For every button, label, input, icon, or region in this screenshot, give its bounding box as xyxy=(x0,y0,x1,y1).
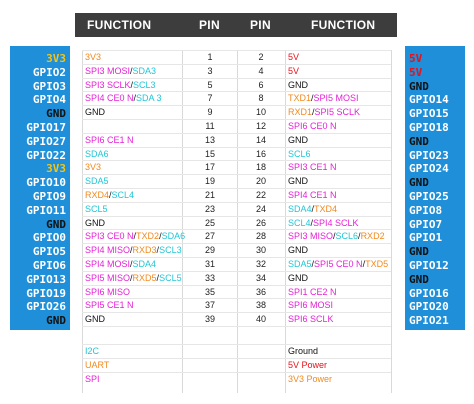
function-text: SPI3 CE0 N xyxy=(85,231,134,242)
pin-number-right: 34 xyxy=(255,272,266,283)
function-text: GND xyxy=(85,217,105,228)
right-gpio-label-11: GPIO25 xyxy=(409,190,449,203)
header-function-left: FUNCTION xyxy=(87,18,152,32)
function-text: SPI5 MOSI xyxy=(313,93,359,104)
pin-number-left: 7 xyxy=(207,93,213,104)
left-function-cell xyxy=(85,272,182,286)
right-function-cell xyxy=(288,161,337,175)
pinout-table xyxy=(82,50,391,393)
function-text: SPI4 CE1 N xyxy=(288,190,337,200)
left-gpio-label-9: 3V3 xyxy=(46,162,66,176)
left-gpio-label-4: GPIO4 xyxy=(32,93,66,107)
function-text: TXD5 xyxy=(365,259,389,269)
right-gpio-label-12: GPIO8 xyxy=(409,203,443,217)
right-function-cell xyxy=(288,120,337,134)
pin-number-left: 31 xyxy=(204,259,215,269)
function-text: SPI5 CE0 N xyxy=(314,259,363,269)
function-text: SPI5 CE1 N xyxy=(85,300,134,311)
pin-number-left: 35 xyxy=(204,286,215,297)
function-text: RXD1 xyxy=(288,107,313,118)
pin-number-right: 36 xyxy=(255,286,266,297)
function-text: / xyxy=(358,231,361,242)
pin-number-right: 16 xyxy=(255,148,266,159)
pin-number-right: 38 xyxy=(255,300,266,311)
right-function-cell xyxy=(288,92,359,106)
function-text: I2C xyxy=(85,346,100,356)
left-gpio-label-15: GPIO5 xyxy=(32,245,66,259)
right-gpio-label-19: GPIO20 xyxy=(409,300,449,314)
function-text: GND xyxy=(85,107,105,118)
pin-number-right: 28 xyxy=(255,231,266,242)
left-function-cell xyxy=(85,299,134,313)
right-function-cell xyxy=(288,230,385,244)
right-function-cell xyxy=(288,106,360,120)
function-text: SPI1 CE2 N xyxy=(288,286,337,297)
pin-number-left: 1 xyxy=(207,52,213,62)
left-function-cell xyxy=(85,106,105,120)
right-gpio-label-2: 5V xyxy=(409,65,423,79)
pin-number-left: 5 xyxy=(207,79,213,90)
table-row-divider xyxy=(82,174,391,175)
function-text: GND xyxy=(288,245,308,256)
function-text: SDA4 xyxy=(288,203,312,214)
function-text: GND xyxy=(288,134,308,145)
left-gpio-label-17: GPIO13 xyxy=(26,272,66,286)
legend-row-divider xyxy=(82,372,391,373)
pin-number-right: 20 xyxy=(255,176,266,187)
right-gpio-label-16: GPIO12 xyxy=(409,259,449,272)
right-gpio-label-9: GPIO24 xyxy=(409,162,449,176)
table-column-divider xyxy=(391,50,392,393)
left-gpio-label-10: GPIO10 xyxy=(26,176,66,190)
function-text: SDA5 xyxy=(85,176,109,187)
left-gpio-label-3: GPIO3 xyxy=(32,79,66,93)
left-function-cell xyxy=(85,258,156,272)
left-gpio-label-18: GPIO19 xyxy=(26,286,66,300)
left-function-cell xyxy=(85,161,101,175)
right-function-cell xyxy=(288,272,308,286)
function-text: SCL5 xyxy=(85,203,108,214)
legend-left-item xyxy=(85,345,99,359)
left-function-cell xyxy=(85,175,109,189)
right-gpio-column xyxy=(405,46,465,330)
right-function-cell xyxy=(288,217,359,231)
function-text: GND xyxy=(288,176,308,187)
function-text: RXD3 xyxy=(132,245,157,256)
right-function-cell xyxy=(288,65,299,79)
function-text: SPI3 CE1 N xyxy=(288,162,337,173)
table-row-divider xyxy=(82,326,391,327)
right-gpio-label-4: GPIO14 xyxy=(409,93,449,107)
function-text: / xyxy=(311,259,315,269)
function-text: SPI5 MISO xyxy=(85,272,131,283)
function-text: SCL3 xyxy=(159,245,182,256)
function-text: / xyxy=(312,107,315,118)
right-gpio-label-5: GPIO15 xyxy=(409,107,449,121)
right-gpio-label-6: GPIO18 xyxy=(409,121,449,134)
pin-number-left: 23 xyxy=(204,203,215,214)
pin-number-right: 10 xyxy=(255,107,266,118)
left-gpio-label-5: GND xyxy=(46,107,66,121)
table-column-divider xyxy=(285,50,286,393)
function-text: RXD4 xyxy=(85,190,110,200)
function-text: / xyxy=(156,245,160,256)
pin-number-right: 4 xyxy=(258,65,264,76)
left-function-cell xyxy=(85,313,105,327)
table-row-divider xyxy=(82,50,391,51)
left-gpio-label-7: GPIO27 xyxy=(26,134,66,148)
right-function-cell xyxy=(288,244,308,258)
right-function-cell xyxy=(288,299,333,313)
function-text: / xyxy=(310,217,314,228)
function-text: SPI6 SCLK xyxy=(288,314,334,325)
right-gpio-label-15: GND xyxy=(409,245,429,259)
pin-number-right: 22 xyxy=(255,190,266,200)
right-gpio-label-10: GND xyxy=(409,176,429,190)
function-text: / xyxy=(133,93,137,104)
right-gpio-label-18: GPIO16 xyxy=(409,286,449,300)
function-text: / xyxy=(130,259,133,269)
pin-number-left: 17 xyxy=(204,162,215,173)
right-gpio-label-3: GND xyxy=(409,79,429,93)
header-function-right: FUNCTION xyxy=(311,18,376,32)
function-text: SPI3 SCLK xyxy=(85,79,131,90)
pin-number-left: 13 xyxy=(204,134,215,145)
left-gpio-label-12: GPIO11 xyxy=(26,203,66,217)
right-function-cell xyxy=(288,134,308,148)
left-gpio-label-11: GPIO9 xyxy=(32,190,66,203)
function-text: SDA6 xyxy=(85,148,109,159)
left-function-cell xyxy=(85,51,101,65)
function-text: SPI4 MOSI xyxy=(85,259,131,269)
function-text: 5V xyxy=(288,65,300,76)
function-text: / xyxy=(109,190,112,200)
function-text: RXD2 xyxy=(360,231,385,242)
function-text: SCL6 xyxy=(335,231,359,242)
function-text: / xyxy=(130,245,133,256)
function-text: SCL6 xyxy=(288,148,311,159)
function-text: RXD5 xyxy=(132,272,157,283)
pin-number-left: 27 xyxy=(204,231,215,242)
left-gpio-label-1: 3V3 xyxy=(46,52,66,65)
function-text: SDA 3 xyxy=(136,93,162,104)
pin-number-left: 3 xyxy=(207,65,213,76)
left-gpio-label-8: GPIO22 xyxy=(26,148,66,162)
function-text: TXD1 xyxy=(288,93,312,104)
function-text: / xyxy=(133,231,137,242)
function-text: SPI4 SCLK xyxy=(313,217,359,228)
function-text: / xyxy=(362,259,366,269)
left-function-cell xyxy=(85,65,156,79)
right-function-cell xyxy=(288,175,308,189)
legend-right-item xyxy=(288,359,327,373)
right-function-cell xyxy=(288,148,311,162)
pin-number-right: 14 xyxy=(255,134,266,145)
pin-number-right: 2 xyxy=(258,52,264,62)
left-gpio-label-16: GPIO6 xyxy=(32,259,66,272)
function-text: SPI6 CE1 N xyxy=(85,134,134,145)
right-function-cell xyxy=(288,203,337,217)
pin-number-left: 15 xyxy=(204,148,215,159)
function-text: SCL4 xyxy=(111,190,135,200)
left-function-cell xyxy=(85,189,134,203)
left-gpio-label-13: GND xyxy=(46,217,66,231)
function-text: GND xyxy=(85,314,105,325)
function-text: Ground xyxy=(288,346,319,356)
function-text: GND xyxy=(288,272,308,283)
pin-number-left: 29 xyxy=(204,245,215,256)
left-function-cell xyxy=(85,286,130,300)
function-text: SPI6 MOSI xyxy=(288,300,334,311)
table-row-divider xyxy=(82,160,391,161)
right-gpio-label-8: GPIO23 xyxy=(409,148,449,162)
function-text: / xyxy=(130,272,133,283)
left-gpio-label-14: GPIO0 xyxy=(32,231,66,245)
left-function-cell xyxy=(85,230,185,244)
function-text: 3V3 xyxy=(85,52,102,62)
function-text: TXD2 xyxy=(136,231,160,242)
function-text: GND xyxy=(288,79,308,90)
table-column-divider xyxy=(182,50,183,393)
function-text: 3V3 xyxy=(85,162,102,173)
pin-number-left: 25 xyxy=(204,217,215,228)
function-text: SDA4 xyxy=(132,259,157,269)
table-column-divider xyxy=(82,50,83,393)
function-text: SCL5 xyxy=(159,272,182,283)
right-gpio-label-13: GPIO7 xyxy=(409,217,443,231)
function-text: / xyxy=(130,79,134,90)
function-text: SPI3 MISO xyxy=(288,231,334,242)
left-gpio-column xyxy=(10,46,70,330)
left-gpio-label-6: GPIO17 xyxy=(26,121,66,134)
function-text: SPI3 MOSI xyxy=(85,65,131,76)
pin-number-right: 32 xyxy=(255,259,266,269)
pin-number-right: 30 xyxy=(255,245,266,256)
right-function-cell xyxy=(288,286,337,300)
legend-left-item xyxy=(85,373,100,387)
pin-number-left: 19 xyxy=(204,176,215,187)
pin-number-right: 40 xyxy=(255,314,266,325)
header-pin-right: PIN xyxy=(250,18,271,32)
function-text: 3V3 Power xyxy=(288,374,333,384)
legend-right-item xyxy=(288,373,332,387)
right-function-cell xyxy=(288,189,337,203)
function-text: SPI6 CE0 N xyxy=(288,121,337,131)
left-function-cell xyxy=(85,148,109,162)
function-text: TXD4 xyxy=(314,203,338,214)
right-function-cell xyxy=(288,51,299,65)
function-text: SDA6 xyxy=(161,231,186,242)
pin-number-left: 39 xyxy=(204,314,215,325)
function-text: SPI5 SCLK xyxy=(314,107,361,118)
function-text: / xyxy=(156,272,160,283)
right-gpio-label-17: GND xyxy=(409,272,429,286)
left-function-cell xyxy=(85,217,105,231)
function-text: SPI4 MISO xyxy=(85,245,131,256)
function-text: 5V Power xyxy=(288,360,328,370)
left-gpio-label-19: GPIO26 xyxy=(26,300,66,314)
left-function-cell xyxy=(85,134,134,148)
function-text: / xyxy=(311,93,314,104)
function-text: SCL4 xyxy=(288,217,311,228)
right-gpio-label-20: GPIO21 xyxy=(409,314,449,328)
function-text: / xyxy=(159,231,162,242)
right-gpio-label-1: 5V xyxy=(409,52,423,65)
right-function-cell xyxy=(288,258,388,272)
function-text: SCL3 xyxy=(133,79,156,90)
left-function-cell xyxy=(85,203,108,217)
pin-number-right: 8 xyxy=(258,93,264,104)
legend-left-item xyxy=(85,359,109,373)
function-text: / xyxy=(333,231,336,242)
pin-number-left: 9 xyxy=(207,107,213,118)
function-text: SDA5 xyxy=(288,259,312,269)
function-text: SPI6 MISO xyxy=(85,286,131,297)
table-column-divider xyxy=(237,50,238,393)
right-function-cell xyxy=(288,79,308,93)
pin-number-left: 11 xyxy=(205,121,215,131)
left-function-cell xyxy=(85,92,162,106)
function-text: 5V xyxy=(288,52,300,62)
table-header xyxy=(75,13,397,37)
function-text: / xyxy=(130,65,133,76)
header-pin-left: PIN xyxy=(199,18,220,32)
function-text: SDA3 xyxy=(132,65,157,76)
pin-number-left: 33 xyxy=(204,272,215,283)
function-text: SPI xyxy=(85,374,100,384)
legend-row-divider xyxy=(82,344,391,345)
left-gpio-label-20: GND xyxy=(46,314,66,328)
pin-number-right: 24 xyxy=(255,203,266,214)
function-text: / xyxy=(311,203,315,214)
right-gpio-label-7: GND xyxy=(409,134,429,148)
pin-number-right: 6 xyxy=(258,79,264,90)
left-gpio-label-2: GPIO2 xyxy=(32,65,66,79)
left-function-cell xyxy=(85,79,156,93)
right-gpio-label-14: GPIO1 xyxy=(409,231,443,245)
legend-right-item xyxy=(288,345,318,359)
right-function-cell xyxy=(288,313,334,327)
function-text: UART xyxy=(85,360,110,370)
pin-number-right: 12 xyxy=(255,121,266,131)
pin-number-right: 18 xyxy=(255,162,266,173)
function-text: SPI4 CE0 N xyxy=(85,93,134,104)
pin-number-left: 21 xyxy=(204,190,215,200)
pin-number-left: 37 xyxy=(204,300,215,311)
pin-number-right: 26 xyxy=(255,217,266,228)
left-function-cell xyxy=(85,244,182,258)
legend-row-divider xyxy=(82,358,391,359)
